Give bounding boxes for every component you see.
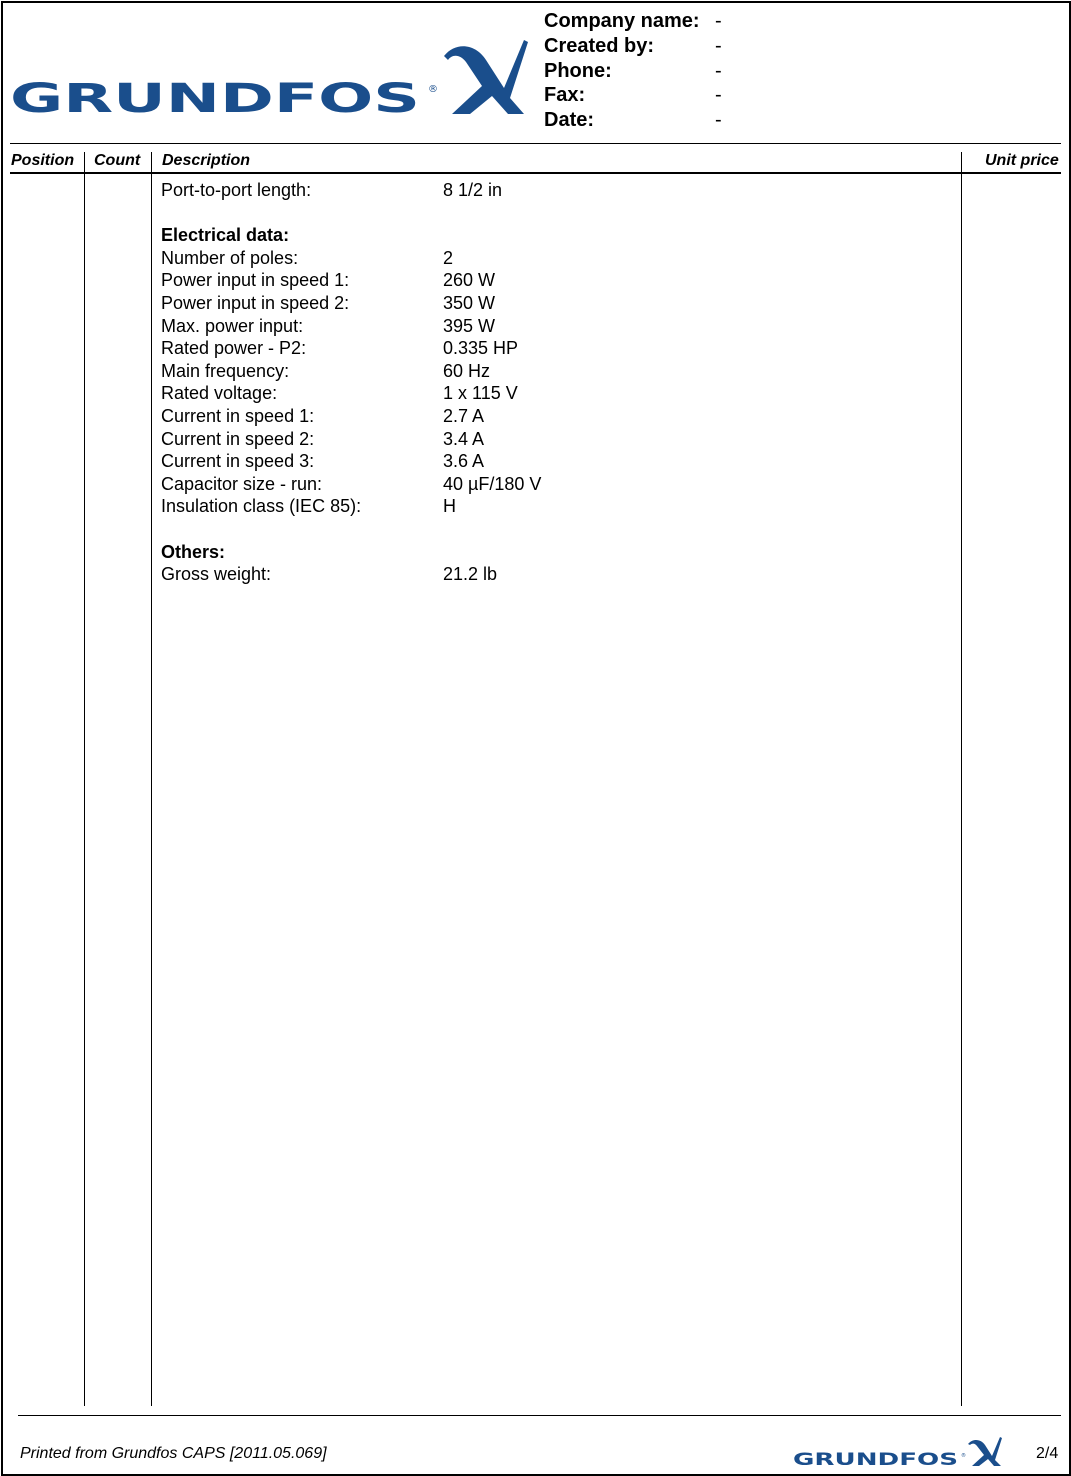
- column-divider-count: [151, 152, 152, 1406]
- spec-label: Gross weight:: [161, 564, 272, 585]
- spec-value: 40 µF/180 V: [443, 473, 542, 494]
- spec-label: Capacitor size - run:: [161, 473, 323, 494]
- spec-row: [161, 248, 951, 271]
- column-header-position: Position: [11, 152, 75, 169]
- spec-label: Number of poles:: [161, 247, 299, 268]
- spec-value: 2.7 A: [443, 405, 485, 426]
- spec-value: 8 1/2 in: [443, 180, 503, 200]
- spec-label: Max. power input:: [161, 315, 304, 336]
- spec-row: [161, 429, 951, 452]
- printed-from-note: Printed from Grundfos CAPS [2011.05.069]: [20, 1445, 327, 1462]
- spec-label: Power input in speed 2:: [161, 292, 350, 313]
- spec-label: Insulation class (IEC 85):: [161, 496, 362, 517]
- spacer: [161, 203, 951, 226]
- grundfos-logo: [8, 36, 530, 118]
- spec-value: 60 Hz: [443, 360, 491, 381]
- spec-row: [161, 383, 951, 406]
- spec-row: [161, 406, 951, 429]
- logo-symbol: [444, 40, 528, 114]
- spec-label: Main frequency:: [161, 360, 290, 381]
- spec-value: 1 x 115 V: [443, 383, 518, 404]
- spec-row: [161, 496, 951, 519]
- spec-row: [161, 564, 951, 587]
- column-header-description: Description: [162, 152, 251, 169]
- spacer: [161, 519, 951, 542]
- section-title-others: Others:: [161, 541, 226, 562]
- description-content: [161, 180, 951, 587]
- registered-mark: ®: [428, 84, 438, 95]
- spec-value: 21.2 lb: [443, 564, 498, 585]
- spec-value: H: [443, 496, 456, 517]
- contact-value: -: [715, 10, 722, 32]
- page-number: 2/4: [1036, 1445, 1059, 1462]
- header-top-rule: [10, 143, 1061, 144]
- spec-label: Current in speed 3:: [161, 451, 315, 472]
- spec-value: 395 W: [443, 315, 496, 336]
- spec-label: Port-to-port length:: [161, 180, 312, 200]
- section-title-electrical: Electrical data:: [161, 225, 290, 246]
- spec-label: Rated power - P2:: [161, 338, 307, 359]
- spec-value: 2: [443, 247, 454, 268]
- contact-value: -: [715, 59, 722, 82]
- contact-value: -: [715, 84, 722, 107]
- spec-row: [161, 180, 951, 203]
- contact-label: Fax:: [544, 84, 586, 107]
- spec-row: [161, 361, 951, 384]
- contact-label: Created by:: [544, 34, 655, 57]
- spec-label: Rated voltage:: [161, 383, 278, 404]
- spec-value: 350 W: [443, 292, 496, 313]
- spec-row: [161, 293, 951, 316]
- contact-value: -: [715, 109, 722, 132]
- contact-label: Company name:: [544, 10, 700, 32]
- spec-value: 3.6 A: [443, 451, 485, 472]
- footer-grundfos-logo: [792, 1435, 1004, 1469]
- footer-rule: [18, 1415, 1061, 1416]
- spec-row: [161, 451, 951, 474]
- spec-value: 0.335 HP: [443, 338, 519, 359]
- contact-label: Phone:: [544, 59, 612, 82]
- column-divider-position: [84, 152, 85, 1406]
- footer-logo-wordmark: GRUNDFOS: [793, 1450, 958, 1469]
- spec-label: Current in speed 1:: [161, 405, 315, 426]
- footer-logo-symbol: [968, 1437, 1002, 1466]
- logo-wordmark: GRUNDFOS: [10, 76, 420, 118]
- spec-row: [161, 270, 951, 293]
- spec-row: [161, 316, 951, 339]
- spec-row: [161, 338, 951, 361]
- footer-registered-mark: ®: [961, 1453, 966, 1459]
- column-header-unit-price: Unit price: [985, 152, 1059, 169]
- spec-label: Power input in speed 1:: [161, 270, 350, 291]
- contact-value: -: [715, 34, 722, 57]
- column-divider-unit-price: [961, 152, 962, 1406]
- contact-label: Date:: [544, 109, 595, 132]
- spec-value: 3.4 A: [443, 428, 485, 449]
- spec-label: Current in speed 2:: [161, 428, 315, 449]
- header-bottom-rule: [10, 172, 1061, 174]
- spec-row: [161, 474, 951, 497]
- column-header-count: Count: [94, 152, 141, 169]
- spec-value: 260 W: [443, 270, 496, 291]
